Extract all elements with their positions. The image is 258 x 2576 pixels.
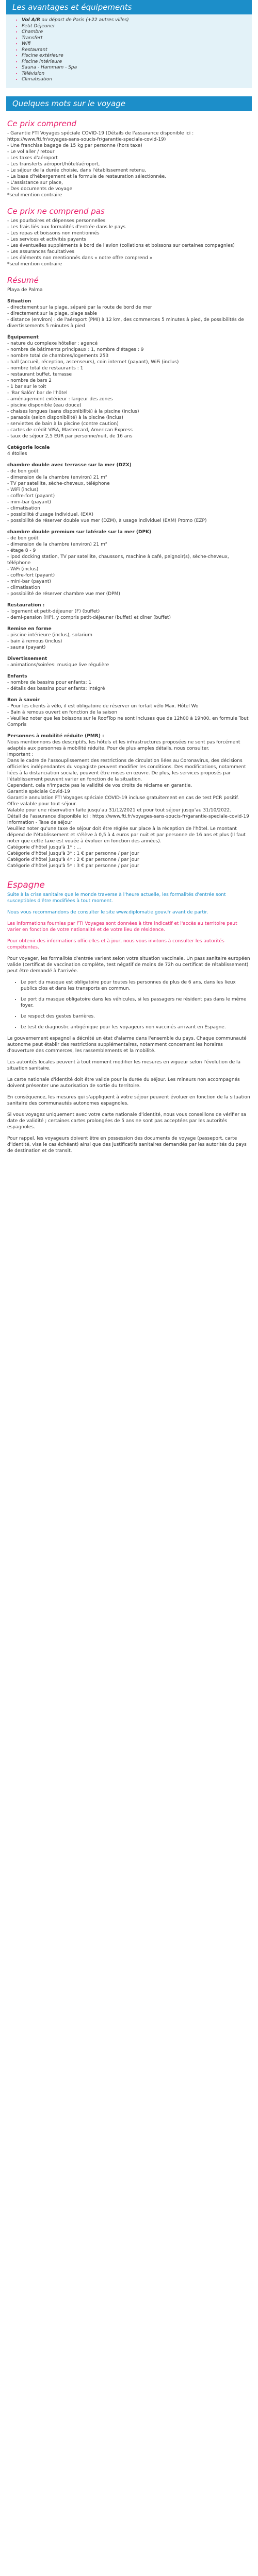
section-line: - étage 8 - 9 [7, 548, 36, 553]
section-line: - serviettes de bain à la piscine (contre caution) [7, 421, 119, 427]
wellness-section [7, 626, 251, 651]
section-line: - Pour les clients à vélo, il est obligatoire de réserver un forfait vélo Max. Hôtel Wo [7, 703, 199, 709]
list-line: - La base d'hébergement et la formule de restauration sélectionnée, [7, 174, 167, 179]
section-heading: Situation [7, 298, 31, 304]
list-line: - Les pourboires et dépenses personnelles [7, 218, 106, 224]
advantage-item [22, 36, 246, 42]
section-line: - logement et petit-déjeuner (F) (buffet) [7, 608, 100, 614]
advantage-item [22, 47, 246, 54]
list-line: - Une franchise bagage de 15 kg par personne (hors taxe) [7, 143, 142, 148]
section-line: - WiFi (inclus) [7, 487, 39, 493]
advantage-label: Chambre [22, 29, 43, 35]
advantage-label: Télévision [22, 71, 45, 76]
section-line: - directement sur la plage, plage sable [7, 311, 98, 316]
spain-blue-note-1: Suite à la crise sanitaire que le monde traverse à l'heure actuelle, les formalités d'entrée sont susceptibles d'être modifiées à tout moment. [7, 892, 226, 904]
section-heading: Équipement [7, 334, 39, 340]
section-heading: Personnes à mobilité réduite (PMR) : [7, 733, 104, 739]
section-line: - chaises longues (sans disponibilité) à la piscine (inclus) [7, 409, 139, 414]
list-line: - Les repas et boissons non mentionnés [7, 230, 100, 236]
section-line: - nombre de bars 2 [7, 378, 52, 383]
section-line: Garantie annulation FTI Voyages spéciale COVID-19 incluse gratuitement en cas de test PCR positif. Offre valable pour tout séjour. [7, 795, 239, 807]
advantage-label: Restaurant [22, 47, 47, 53]
section-line: Détail de l'assurance disponible ici : https://www.fti.fr/voyages-sans-soucis-fr/garantie-speciale-covid-19 [7, 814, 249, 819]
advantage-item [22, 53, 246, 59]
section-heading: Remise en forme [7, 626, 52, 632]
section-line: Catégorie d'hôtel jusqu'à 1* : ... [7, 844, 82, 850]
advantage-label: Petit Déjeuner [22, 23, 55, 29]
section-line: - piscine intérieure (inclus), solarium [7, 632, 92, 638]
list-line: - Garantie FTI Voyages spéciale COVID-19 (Détails de l'assurance disponible ici : https://www.fti.fr/voyages-sans-soucis-fr/garantie-speciale-covid-19) [7, 130, 194, 142]
advantage-note: au départ de Paris (+22 autres villes) [40, 18, 129, 23]
spain-paragraph: Si vous voyagez uniquement avec votre carte nationale d'identité, nous vous conseillons de vérifier sa date de validité ; certaines cartes prolongées de 5 ans ne sont pas acceptées par les autorités espagnoles. [7, 1112, 247, 1130]
section-line: - WiFi (inclus) [7, 566, 39, 572]
section-line: - piscine disponible (eau douce) [7, 402, 82, 408]
section-line: - cartes de crédit VISA, Mastercard, American Express [7, 427, 133, 433]
advantage-item [22, 29, 246, 36]
spain-paragraph: En conséquence, les mesures qui s'appliquent à votre séjour peuvent évoluer en fonction de la situation sanitaire des communautés autonomes espagnoles. [7, 1094, 250, 1106]
advantage-label: Piscine intérieure [22, 59, 62, 64]
section-heading: Restauration : [7, 602, 45, 608]
advantages-panel [6, 0, 252, 88]
section-line: - climatisation [7, 505, 40, 511]
category-heading: Catégorie locale [7, 445, 50, 450]
advantage-item [22, 71, 246, 77]
section-line: - dimension de la chambre (environ) 21 m² [7, 541, 107, 547]
section-line: Information - Taxe de séjour [7, 820, 72, 825]
section-line: Nous mentionnons des descriptifs, les hôtels et les infrastructures proposées ne sont pas forcément adaptés aux personnes à mobilité réduite. Pour de plus amples détails, nous consulter. [7, 739, 240, 751]
spain-paragraph: Pour voyager, les formalités d'entrée varient selon votre situation vaccinale. Un pass sanitaire européen valide (certificat de vaccination complète, test négatif de moins de 72h ou certificat de rétablissement) peut être demandé à l'arrivée. [7, 956, 250, 974]
list-line: - Le séjour de la durée choisie, dans l'établissement retenu, [7, 167, 147, 173]
price-includes-list [7, 130, 251, 198]
spain-bullet-item: • Le test de diagnostic antigénique pour les voyageurs non vaccinés arrivant en Espagne. [21, 1024, 251, 1030]
advantage-label: Vol A/R [22, 18, 40, 23]
section-line: - coffre-fort (payant) [7, 572, 55, 578]
section-line: - détails des bassins pour enfants: intégré [7, 686, 105, 691]
section-line: - dimension de la chambre (environ) 21 m² [7, 474, 107, 480]
section-line: - possibilité de réserver double vue mer (DZM), à usage individuel (EXM) Promo (EZP) [7, 518, 207, 523]
list-line: - L'assistance sur place, [7, 180, 63, 185]
list-line: - Les assurances facultatives [7, 249, 75, 255]
spain-blue-note-2: Nous vous recommandons de consulter le site www.diplomatie.gouv.fr avant de partir. [7, 909, 208, 915]
section-line: - taux de séjour 2,5 EUR par personne/nuit, de 16 ans [7, 433, 133, 439]
section-line: - coffre-fort (payant) [7, 493, 55, 499]
price-excludes-list [7, 218, 251, 267]
section-line: Catégorie d'hôtel jusqu'à 4* : 2 € par personne / par jour [7, 857, 139, 862]
section-line: Cependant, cela n'impacte pas le validité de vos droits de réclame en garantie. [7, 783, 192, 788]
spain-bullet-item: • Le respect des gestes barrières. [21, 1013, 251, 1020]
section-line: - restaurant buffet, terrasse [7, 371, 72, 377]
advantage-label: Piscine extérieure [22, 53, 63, 58]
section-line: - 1 bar sur le toit [7, 384, 46, 389]
summary-text: Playa de Palma [7, 287, 43, 293]
spain-paragraph: Le gouvernement espagnol a décrété un état d'alarme dans l'ensemble du pays. Chaque communauté autonome peut établir des restrictions supplémentaires, notamment concernant les horaires d'ouverture des commerces, les rassemblements et la mobilité. [7, 1036, 247, 1054]
measures-section [7, 733, 251, 869]
list-line: - Des documents de voyage [7, 186, 73, 192]
section-line: Valable pour une réservation faite jusqu'au 31/12/2021 et pour tout séjour jusqu'au 31/10/2022. [7, 807, 232, 813]
section-line: - sauna (payant) [7, 645, 46, 650]
section-line: - distance (environ) : de l'aéroport (PMI) à 12 km, des commerces 5 minutes à pied, de possibilités de divertissements 5 minutes à pied [7, 317, 244, 329]
section-line: - de bon goût [7, 468, 39, 474]
spain-paragraph: La carte nationale d'identité doit être valide pour la durée du séjour. Les mineurs non accompagnés doivent présenter une autorisation de sortie du territoire. [7, 1077, 240, 1089]
section-heading: Enfants [7, 673, 27, 679]
section-line: - nature du complexe hôtelier : agencé [7, 341, 98, 346]
list-line: - Les services et activités payants [7, 236, 86, 242]
price-includes-title: Ce prix comprend [7, 118, 76, 128]
advantage-item [22, 41, 246, 47]
catering-section [7, 602, 251, 621]
section-heading: chambre double avec terrasse sur la mer (DZX) [7, 462, 132, 468]
trip-details [0, 119, 258, 1154]
section-line: - bain à remous (inclus) [7, 638, 62, 644]
advantage-label: Transfert [22, 35, 43, 41]
section-heading: chambre double premium sur latérale sur la mer (DPK) [7, 529, 152, 535]
spain-paragraph: Pour rappel, les voyageurs doivent être en possession des documents de voyage (passeport, carte d'identité, visa le cas échéant) ainsi que des justificatifs sanitaires demandés par les autorités du pays de destination et de transit. [7, 1136, 247, 1154]
summary-title: Résumé [7, 275, 39, 285]
equipment-section [7, 334, 251, 439]
section-line: - nombre total de restaurants : 1 [7, 365, 84, 371]
section-line: Catégorie d'hôtel jusqu'à 5* : 3 € par personne / par jour [7, 863, 139, 869]
advantages-list [6, 14, 252, 88]
section-line: - animations/soirées: musique live régulière [7, 662, 109, 668]
advantage-label: Sauna - Hammam - Spa [22, 65, 77, 70]
spain-paragraph: Les autorités locales peuvent à tout moment modifier les mesures en vigueur selon l'évolution de la situation sanitaire. [7, 1059, 241, 1071]
spain-section [7, 892, 251, 1154]
section-line: - parasols (selon disponibilité) à la piscine (inclus) [7, 415, 123, 420]
section-line: - demi-pension (HP), y compris petit-déjeuner (buffet) et dîner (buffet) [7, 615, 171, 620]
section-heading: Divertissement [7, 656, 47, 662]
section-line: - climatisation [7, 585, 40, 590]
section-line: Dans le cadre de l'assouplissement des restrictions de circulation liées au Coronavirus, des décisions officielles indépendantes du voyagiste peuvent modifier les conditions. Des modifications, notamment liées à la distanciation sociale, peuvent être mises en œuvre. De plus, les services proposés par l'établissement peuvent varier en fonction de la situation. [7, 758, 246, 782]
section-line: - nombre total de chambres/logements 253 [7, 353, 109, 359]
section-line: - 'Bar Salón' bar de l'hôtel [7, 390, 68, 396]
section-line: Veuillez noter qu'une taxe de séjour doit être réglée sur place à la réception de l'hôtel. Le montant dépend de l'établissement et s'élève à 0,5 à 4 euros par nuit et par personne de 16 ans et plus (Il faut noter que cette taxe est vouée à évoluer en fonction des années). [7, 826, 246, 844]
section-line: - nombre de bassins pour enfants: 1 [7, 680, 92, 685]
advantage-item [22, 77, 246, 83]
advantage-item [22, 65, 246, 71]
section-line: - Veuillez noter que les boissons sur le RoofTop ne sont incluses que de 12h00 à 19h00, en formule Tout Compris [7, 716, 249, 727]
list-line: - Les éventuelles suppléments à bord de l'avion (collations et boissons sur certaines compagnies) [7, 243, 235, 248]
section-line: - directement sur la plage, séparé par la route de bord de mer [7, 304, 152, 310]
section-line: - TV par satellite, sèche-cheveux, téléphone [7, 481, 110, 486]
list-line: - Les taxes d'aéroport [7, 155, 58, 161]
section-heading: Bon à savoir [7, 697, 40, 703]
section-line: - mini-bar (payant) [7, 499, 51, 505]
extras-panel [6, 96, 252, 111]
category-section [7, 445, 251, 457]
spain-bullet-item: • Le port du masque obligatoire dans les véhicules, si les passagers ne résident pas dans le même foyer. [21, 996, 251, 1009]
spain-pink-note-1: Les informations fournies par FTI Voyages sont données à titre indicatif et l'accès au territoire peut varier en fonction de votre nationalité et de votre lieu de résidence. [7, 921, 237, 933]
spain-pink-note-2: Pour obtenir des informations officielles et à jour, nous vous invitons à consulter les autorités compétentes. [7, 938, 224, 950]
advantage-item [22, 24, 246, 30]
section-line: - aménagement extérieur : largeur des zones [7, 396, 113, 402]
category-text: 4 étoiles [7, 451, 27, 456]
list-line: - Les frais liés aux formalités d'entrée dans le pays [7, 224, 126, 230]
entertainment-section [7, 656, 251, 668]
situation-section [7, 298, 251, 329]
advantages-title: Les avantages et équipements [6, 0, 252, 14]
section-line: - hall (accueil, réception, ascenseurs), coin internet (payant), WiFi (inclus) [7, 359, 179, 365]
section-line: Catégorie d'hôtel jusqu'à 3* : 1 € par personne / par jour [7, 851, 139, 856]
room1-section [7, 462, 251, 524]
advantage-label: Wifi [22, 41, 31, 46]
section-line: - de bon goût [7, 535, 39, 541]
spain-bullet-item: • Le port du masque est obligatoire pour toutes les personnes de plus de 6 ans, dans les lieux publics clos et dans les transports en commun. [21, 979, 251, 992]
section-line: - possibilité d'usage individuel, (EXX) [7, 512, 94, 517]
list-line: *seul mention contraire [7, 192, 62, 198]
spain-bullets [7, 979, 251, 1030]
good-to-know-section [7, 697, 251, 728]
advantage-item [22, 59, 246, 65]
spain-title: Espagne [7, 879, 45, 890]
room2-section [7, 529, 251, 597]
children-section [7, 673, 251, 692]
section-line: - mini-bar (payant) [7, 579, 51, 584]
list-line: - Les éléments non mentionnés dans « notre offre comprend » [7, 255, 153, 261]
section-line: - nombre de bâtiments principaux : 1, nombre d'étages : 9 [7, 347, 144, 352]
section-line: Garantie spéciale Covid-19 [7, 789, 70, 794]
advantage-item [22, 18, 246, 24]
section-line: - possibilité de réserver chambre vue mer (DPM) [7, 591, 120, 597]
section-line: - lpod docking station, TV par satellite, chaussons, machine à café, peignoir(s), sèche-cheveux, téléphone [7, 554, 229, 566]
list-line: *seul mention contraire [7, 261, 62, 267]
list-line: - Le vol aller / retour [7, 149, 55, 155]
advantage-label: Climatisation [22, 77, 53, 82]
section-line: Important : [7, 752, 34, 757]
price-excludes-title: Ce prix ne comprend pas [7, 206, 105, 216]
section-line: - Bain à remous ouvert en fonction de la saison [7, 709, 118, 715]
list-line: - Les transferts aéroport/hôtel/aéroport, [7, 161, 100, 167]
extras-title: Quelques mots sur le voyage [6, 96, 252, 111]
